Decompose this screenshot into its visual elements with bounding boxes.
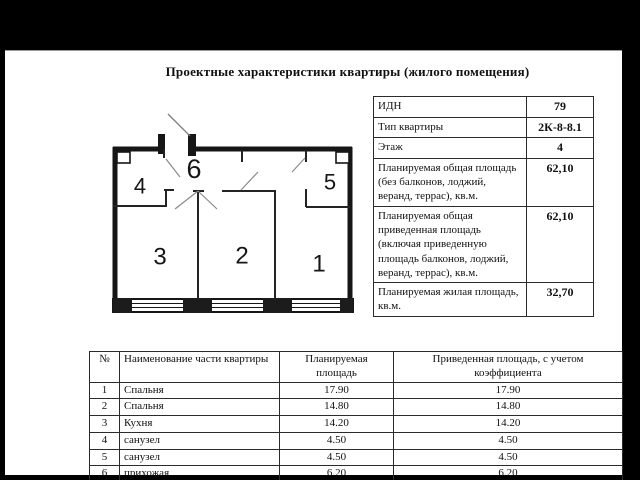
- info-value: 4: [527, 138, 594, 159]
- room-name: санузел: [120, 449, 280, 466]
- room-name: Спальня: [120, 399, 280, 416]
- room-label-5: 5: [323, 169, 337, 195]
- room-name: санузел: [120, 432, 280, 449]
- table-row: [374, 158, 594, 206]
- col-header-coef-area: Приведенная площадь, с учетом коэффициента: [394, 352, 623, 383]
- info-value: 2К-8-8.1: [527, 117, 594, 138]
- document-page: [5, 50, 622, 480]
- floor-plan: [100, 111, 362, 317]
- table-row: [90, 399, 623, 416]
- room-name: Спальня: [120, 382, 280, 399]
- col-header-planned-area: Планируемая площадь: [280, 352, 394, 383]
- table-row: [374, 117, 594, 138]
- info-value: 79: [527, 97, 594, 118]
- table-row: [374, 283, 594, 317]
- room-label-1: 1: [312, 250, 326, 278]
- room-planned-area: 4.50: [280, 432, 394, 449]
- room-number: 2: [90, 399, 120, 416]
- info-label: ИДН: [374, 97, 527, 118]
- room-coef-area: 14.20: [394, 416, 623, 433]
- col-header-number: №: [90, 352, 120, 383]
- window-wall: [113, 298, 353, 313]
- vent-shaft-right: [336, 152, 349, 163]
- rooms-area-table: [89, 351, 623, 480]
- room-label-2: 2: [235, 242, 249, 270]
- table-row: [90, 382, 623, 399]
- info-label: Этаж: [374, 138, 527, 159]
- room-planned-area: 14.80: [280, 399, 394, 416]
- room-name: Кухня: [120, 416, 280, 433]
- apartment-info-table: [373, 96, 594, 317]
- room-label-3: 3: [153, 243, 167, 271]
- room-coef-area: 6.20: [394, 466, 623, 480]
- room-label-4: 4: [133, 173, 147, 199]
- room-coef-area: 4.50: [394, 432, 623, 449]
- page-title: Проектные характеристики квартиры (жилого помещения): [165, 64, 530, 79]
- info-value: 62,10: [527, 158, 594, 206]
- table-row: [90, 416, 623, 433]
- table-row: [90, 466, 623, 480]
- room-number: 4: [90, 432, 120, 449]
- room-coef-area: 17.90: [394, 382, 623, 399]
- table-row: [374, 97, 594, 118]
- outer-walls: [113, 147, 352, 303]
- room-name: прихожая: [120, 466, 280, 480]
- vent-shaft-left: [117, 152, 130, 163]
- table-row: [374, 138, 594, 159]
- room-number: 1: [90, 382, 120, 399]
- info-label: Тип квартиры: [374, 117, 527, 138]
- info-value: 32,70: [527, 283, 594, 317]
- room-number: 5: [90, 449, 120, 466]
- room-coef-area: 14.80: [394, 399, 623, 416]
- info-value: 62,10: [527, 206, 594, 282]
- table-header-row: [90, 352, 623, 383]
- table-row: [90, 449, 623, 466]
- room-label-6: 6: [186, 154, 202, 184]
- room-number: 6: [90, 466, 120, 480]
- info-label: Планируемая общая площадь (без балконов, лоджий, веранд, террас), кв.м.: [374, 158, 527, 206]
- room-planned-area: 6.20: [280, 466, 394, 480]
- info-label: Планируемая общая приведенная площадь (включая приведенную площадь балконов, лоджий, веранд, террас), кв.м.: [374, 206, 527, 282]
- col-header-name: Наименование части квартиры: [120, 352, 280, 383]
- room-planned-area: 4.50: [280, 449, 394, 466]
- table-row: [374, 206, 594, 282]
- info-label: Планируемая жилая площадь, кв.м.: [374, 283, 527, 317]
- room-coef-area: 4.50: [394, 449, 623, 466]
- room-number: 3: [90, 416, 120, 433]
- table-row: [90, 432, 623, 449]
- room-planned-area: 14.20: [280, 416, 394, 433]
- room-planned-area: 17.90: [280, 382, 394, 399]
